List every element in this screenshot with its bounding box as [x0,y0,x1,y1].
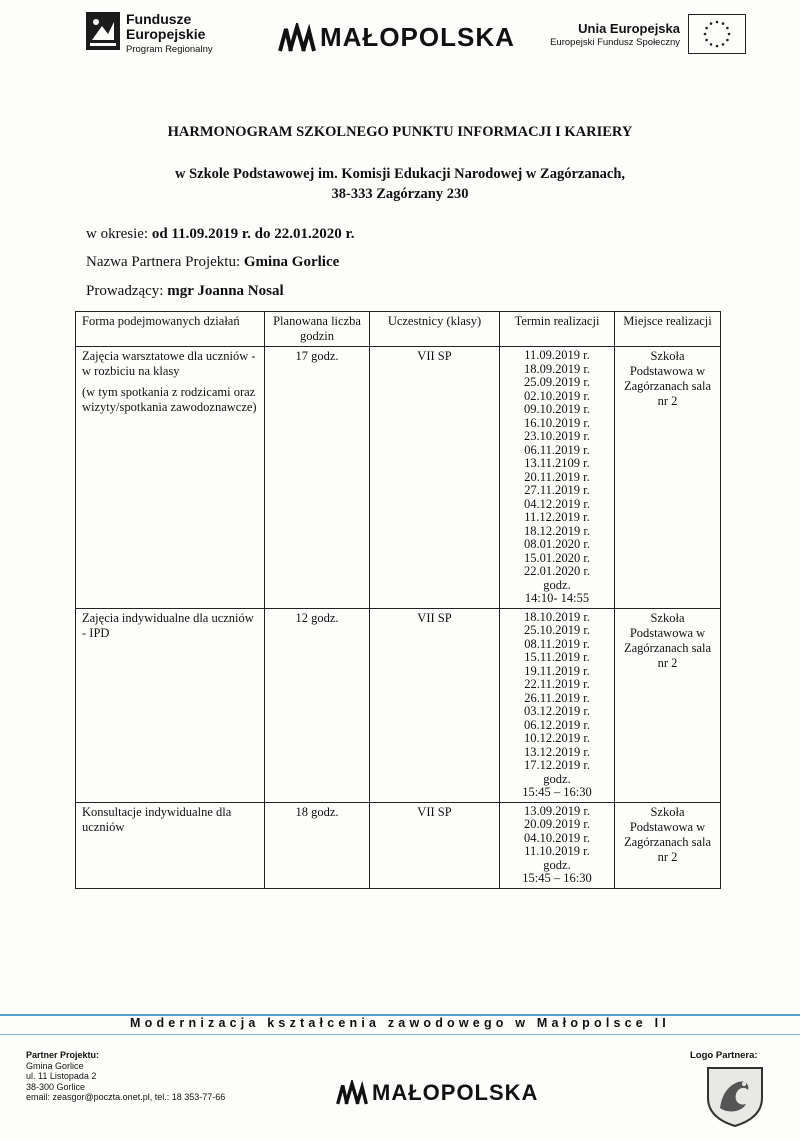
date-entry: 03.12.2019 r. [524,704,590,718]
malopolska-mountain-icon [278,23,316,53]
unia-europejska-text [546,22,680,50]
malopolska-logo-bottom [336,1080,538,1106]
date-entry: 22.01.2020 r. [524,564,590,578]
date-entry: 26.11.2019 r. [524,690,590,705]
date-entry: 06.12.2019 r. [524,717,590,732]
dates-cell [500,347,615,609]
activity-cell: Konsultacje indywidualne dla uczniów [76,802,265,888]
date-entry: 18.09.2019 r. [524,361,590,376]
document-subtitle [90,164,710,204]
malopolska-wordmark: MAŁOPOLSKA [372,1080,539,1105]
date-entry: 25.10.2019 r. [524,623,590,637]
date-entry: 08.01.2020 r. [524,537,590,551]
dates-cell [500,802,615,888]
period-value: od 11.09.2019 r. do 22.01.2020 r. [151,226,355,242]
table-header-row [76,312,721,347]
fundusze-europejskie-text [126,12,213,57]
date-entry: 22.11.2019 r. [524,677,590,691]
participants-cell: VII SP [370,608,500,802]
date-entry: 11.09.2019 r. [524,348,590,362]
date-entry: 25.09.2019 r. [524,375,590,389]
participants-cell: VII SP [370,802,500,888]
leader-label: Prowadzący: [86,283,164,299]
date-entry: 15.01.2020 r. [524,550,590,565]
date-entry: 13.12.2019 r. [524,744,590,759]
ue-line2: Europejski Fundusz Społeczny [550,37,680,48]
activity-cell: Zajęcia indywidualne dla uczniów - IPD [76,608,265,802]
date-entry: 04.12.2019 r. [524,496,590,511]
partner-label: Nazwa Partnera Projektu: [86,254,241,270]
date-entry: 18.12.2019 r. [524,523,590,538]
hours-cell: 17 godz. [265,347,370,609]
date-entry: 23.10.2019 r. [524,429,590,443]
header-hours: Planowana liczba godzin [265,312,370,347]
schedule-table [75,311,721,889]
gorlice-crest-icon [704,1064,766,1128]
header-dates: Termin realizacji [500,312,615,347]
malopolska-mountain-icon [336,1080,368,1106]
date-entry: 08.11.2019 r. [524,636,590,651]
leader-line [86,283,284,300]
date-entry: 15.11.2019 r. [524,650,590,664]
partner-name: Gmina Gorlice [26,1060,84,1071]
partner-street: ul. 11 Listopada 2 [26,1071,97,1081]
date-entry: 18.10.2019 r. [524,609,590,624]
logo-partner-label: Logo Partnera: [690,1050,758,1061]
date-entry: 16.10.2019 r. [524,415,590,430]
partner-value: Gmina Gorlice [243,254,340,270]
activity-note: (w tym spotkania z rodzicami oraz wizyty/spotkania zawodoznawcze) [82,385,257,414]
fe-line2: Europejskie [126,26,206,42]
table-row [76,608,721,802]
time-label: godz. [543,857,571,872]
date-entry: 20.11.2019 r. [524,469,590,484]
ue-line1: Unia Europejska [578,21,680,36]
date-entry: 13.11.2109 r. [524,456,590,470]
leader-value: mgr Joanna Nosal [167,283,284,299]
time-range: 14:10- 14:55 [524,591,590,605]
date-entry: 27.11.2019 r. [524,483,590,497]
date-entry: 17.12.2019 r. [524,758,590,772]
time-label: godz. [543,577,571,592]
period-line [86,226,355,243]
subtitle-line1: w Szkole Podstawowej im. Komisji Edukacji Narodowej w Zagórzanach, [174,166,626,182]
date-entry: 10.12.2019 r. [524,731,590,745]
date-entry: 02.10.2019 r. [524,388,590,403]
place-cell: Szkoła Podstawowa w Zagórzanach sala nr 2 [615,802,721,888]
partner-contact: email: zeasgor@poczta.onet.pl, tel.: 18 353-77-66 [26,1092,226,1102]
fe-line3: Program Regionalny [126,44,213,55]
fe-line1: Fundusze [126,11,192,27]
participants-cell: VII SP [370,347,500,609]
header-activity: Forma podejmowanych działań [76,312,265,347]
footer-slogan: Modernizacja kształcenia zawodowego w Małopolsce II [130,1016,670,1030]
date-entry: 13.09.2019 r. [524,803,590,818]
partner-address-block [26,1050,225,1103]
date-entry: 19.11.2019 r. [524,663,590,678]
header-place: Miejsce realizacji [615,312,721,347]
date-entry: 04.10.2019 r. [524,830,590,845]
partner-heading: Partner Projektu: [26,1050,100,1060]
partner-city: 38-300 Gorlice [26,1081,86,1092]
activity-text: Zajęcia warsztatowe dla uczniów - w rozbiciu na klasy [82,349,256,378]
footer-divider-lower [0,1034,800,1035]
dates-cell [500,608,615,802]
malopolska-wordmark: MAŁOPOLSKA [320,22,515,52]
time-label: godz. [543,771,571,786]
table-row [76,802,721,888]
time-range: 15:45 – 16:30 [522,871,592,885]
hours-cell: 18 godz. [265,802,370,888]
table-row [76,347,721,609]
fundusze-europejskie-logo-icon [86,12,120,50]
malopolska-logo-top [278,22,515,53]
place-cell: Szkoła Podstawowa w Zagórzanach sala nr 2 [615,347,721,609]
time-range: 15:45 – 16:30 [522,785,592,799]
document-title: HARMONOGRAM SZKOLNEGO PUNKTU INFORMACJI I KARIERY [167,124,633,140]
partner-line [86,254,339,271]
date-entry: 11.12.2019 r. [524,510,590,524]
header-participants: Uczestnicy (klasy) [370,312,500,347]
period-label: w okresie: [86,226,149,242]
hours-cell: 12 godz. [265,608,370,802]
eu-flag-icon [688,14,746,54]
subtitle-line2: 38-333 Zagórzany 230 [331,186,469,202]
place-cell: Szkoła Podstawowa w Zagórzanach sala nr 2 [615,608,721,802]
date-entry: 06.11.2019 r. [524,442,590,457]
date-entry: 11.10.2019 r. [524,844,590,858]
date-entry: 20.09.2019 r. [524,817,590,831]
date-entry: 09.10.2019 r. [524,402,590,416]
activity-cell [76,347,265,609]
